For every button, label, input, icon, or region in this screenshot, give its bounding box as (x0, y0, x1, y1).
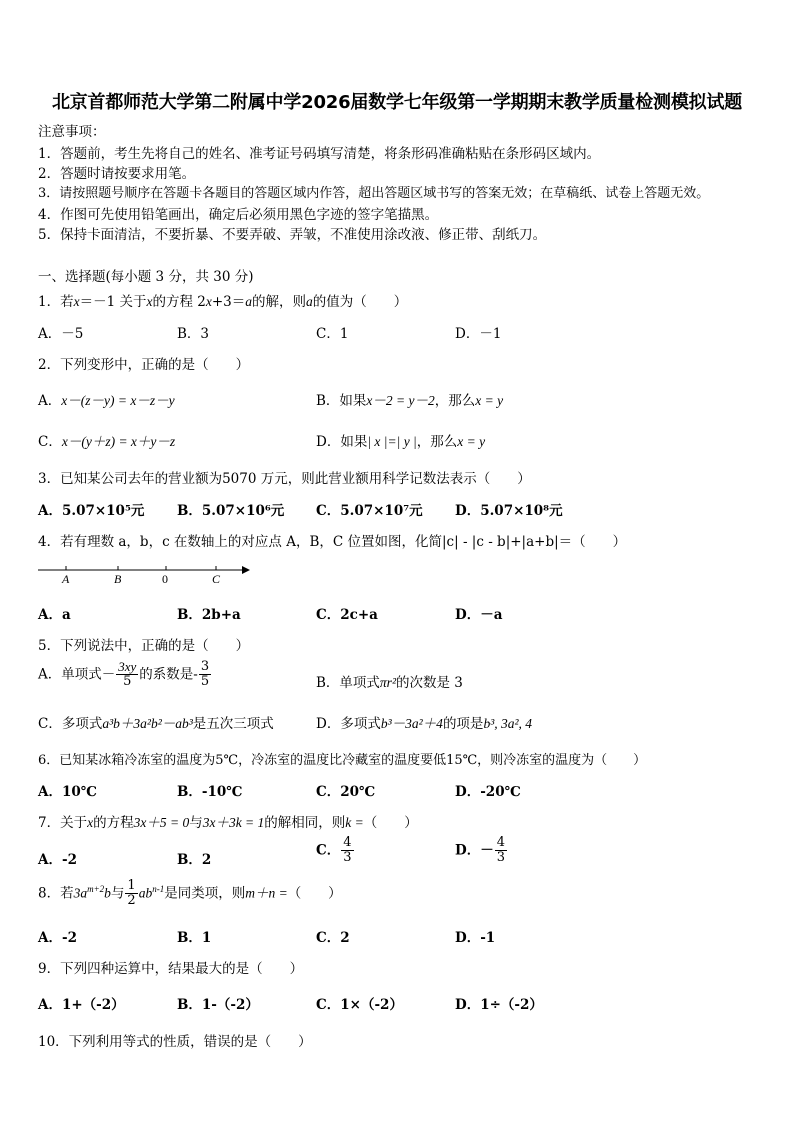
q3-option-c: C．5.07×10⁷元 (316, 503, 423, 519)
page-title: 北京首都师范大学第二附属中学2026届数学七年级第一学期期末教学质量检测模拟试题 (51, 92, 743, 113)
q1-option-b: B．3 (177, 326, 210, 342)
q8-option-d: D．-1 (455, 930, 496, 946)
q8-option-b: B．1 (177, 930, 212, 946)
notice-item-5: 5．保持卡面清洁，不要折暴、不要弄破、弄皱，不准使用涂改液、修正带、刮纸刀。 (38, 227, 547, 243)
q9-option-c: C．1×（-2） (316, 997, 403, 1013)
notice-item-4: 4．作图可先使用铅笔画出，确定后必须用黑色字迹的签字笔描黑。 (38, 207, 439, 223)
q3-option-a: A．5.07×10⁵元 (38, 503, 145, 519)
q8-stem: 8．若$3a^{m+2}b$与 $\frac{1}{2}$ $ab^{n-1}$是同类项，则m＋n =（ ） (38, 878, 342, 909)
notice-item-1: 1．答题前，考生先将自己的姓名、准考证号码填写清楚，将条形码准确粘贴在条形码区域内。 (38, 146, 601, 162)
q2-option-c: C．x－(y＋z) = x＋y－z (38, 434, 176, 450)
q8-option-a: A．-2 (38, 930, 77, 946)
q3-stem: 3．已知某公司去年的营业额为5070 万元，则此营业额用科学记数法表示（ ） (38, 471, 531, 487)
q2-option-a: A．x－(z－y) = x－z－y (38, 393, 175, 409)
q1-stem: 1．若x＝－1 关于x的方程 2x+3＝a的解，则a的值为（ ） (38, 294, 408, 310)
q6-option-c: C．20℃ (316, 784, 376, 800)
q7-option-b: B．2 (177, 852, 212, 868)
q4-option-b: B．2b+a (177, 607, 241, 623)
notice-item-3: 3．请按照题号顺序在答题卡各题目的答题区域内作答，超出答题区域书写的答案无效；在草稿纸、试卷上答题无效。 (38, 186, 710, 201)
q2-option-b: B．如果x－2 = y－2，那么x = y (316, 393, 504, 409)
q4-option-c: C．2c+a (316, 607, 378, 623)
number-line-arrow (242, 566, 250, 574)
q5-stem: 5．下列说法中，正确的是（ ） (38, 638, 250, 654)
q6-option-a: A．10℃ (38, 784, 97, 800)
q4-option-d: D．－a (455, 607, 503, 623)
q7-stem: 7．关于x的方程3x＋5 = 0与3x＋3k = 1的解相同，则k =（ ） (38, 815, 418, 831)
q10-stem: 10．下列利用等式的性质，错误的是（ ） (38, 1034, 312, 1050)
q1-option-a: A．－5 (38, 326, 84, 342)
q4-stem: 4．若有理数 a，b，c 在数轴上的对应点 A，B，C 位置如图，化简|c| - |c - b|+|a+b|＝（ ） (38, 534, 627, 550)
q6-option-d: D．-20℃ (455, 784, 521, 800)
q1-option-c: C．1 (316, 326, 349, 342)
q9-option-a: A．1+（-2） (38, 997, 125, 1013)
q3-option-b: B．5.07×10⁶元 (177, 503, 285, 519)
q5-option-c: C．多项式a³b＋3a²b²－ab³是五次三项式 (38, 716, 274, 732)
q7-option-d: D．－ $\frac{4}{3}$ (455, 835, 505, 866)
q7-option-a: A．-2 (38, 852, 77, 868)
q7-option-c: C． $\frac{4}{3}$ (316, 835, 352, 866)
q6-stem: 6．已知某冰箱冷冻室的温度为5℃，冷冻室的温度比冷藏室的温度要低15℃，则冷冻室的温度为（ ） (38, 753, 647, 768)
q5-option-d: D．多项式b³－3a²＋4的项是b³, 3a², 4 (316, 716, 533, 732)
section-heading: 一、选择题(每小题 3 分，共 30 分) (38, 269, 254, 285)
label-a: A (62, 572, 70, 586)
q8-option-c: C．2 (316, 930, 350, 946)
q6-option-b: B．-10℃ (177, 784, 243, 800)
q2-stem: 2．下列变形中，正确的是（ ） (38, 357, 250, 373)
q9-option-d: D．1÷（-2） (455, 997, 543, 1013)
q5-option-a: A．单项式－ $\frac{3xy}{5}$ 的系数是- $\frac{3}{5}$ (38, 659, 210, 690)
label-b: B (114, 572, 122, 586)
q9-stem: 9．下列四种运算中，结果最大的是（ ） (38, 961, 304, 977)
label-zero: 0 (162, 572, 168, 586)
label-c: C (212, 572, 221, 586)
q5-option-b: B．单项式πr²的次数是 3 (316, 675, 463, 691)
q1-option-d: D．－1 (455, 326, 502, 342)
q4-option-a: A．a (38, 607, 71, 623)
q9-option-b: B．1-（-2） (177, 997, 259, 1013)
q3-option-d: D．5.07×10⁸元 (455, 503, 563, 519)
number-line-figure (36, 560, 256, 586)
notice-item-2: 2．答题时请按要求用笔。 (38, 166, 196, 182)
q2-option-d: D．如果| x |=| y |，那么x = y (316, 434, 486, 450)
notice-heading: 注意事项： (38, 124, 106, 140)
